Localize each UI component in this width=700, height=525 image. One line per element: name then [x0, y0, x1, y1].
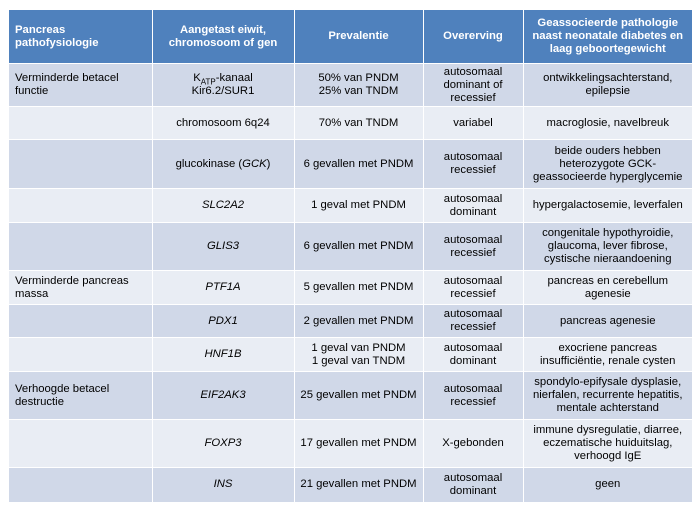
header-prevalence: Prevalentie — [294, 10, 423, 64]
inheritance-cell: autosomaal recessief — [423, 305, 523, 338]
pathophysiology-cell — [9, 223, 152, 271]
pathology-cell: exocriene pancreas insufficiëntie, renale cysten — [523, 338, 692, 372]
prevalence-cell: 25 gevallen met PNDM — [294, 372, 423, 420]
pathology-cell: ontwikkelingsachterstand, epilepsie — [523, 64, 692, 107]
table-row — [9, 420, 692, 468]
inheritance-cell: autosomaal recessief — [423, 271, 523, 305]
inheritance-cell: X-gebonden — [423, 420, 523, 468]
gene-cell: GLIS3 — [152, 223, 294, 271]
gene-cell: EIF2AK3 — [152, 372, 294, 420]
prevalence-cell — [294, 64, 423, 107]
header-inheritance: Overerving — [423, 10, 523, 64]
pathology-cell: immune dysregulatie, diarree, eczematische huiduitslag, verhoogd IgE — [523, 420, 692, 468]
pathology-cell: congenitale hypothyroidie, glaucoma, lever fibrose, cystische nieraandoening — [523, 223, 692, 271]
table-row — [9, 189, 692, 223]
gene-cell: INS — [152, 468, 294, 502]
pathology-cell: spondylo-epifysale dysplasie, nierfalen, recurrente hepatitis, mentale achterstand — [523, 372, 692, 420]
header-pathology: Geassocieerde pathologie naast neonatale diabetes en laag geboortegewicht — [523, 10, 692, 64]
gene-cell — [152, 140, 294, 189]
table-row — [9, 223, 692, 271]
pathology-cell: beide ouders hebben heterozygote GCK-geassocieerde hyperglycemie — [523, 140, 692, 189]
pathology-cell: geen — [523, 468, 692, 502]
inheritance-cell: variabel — [423, 107, 523, 140]
gene-cell: FOXP3 — [152, 420, 294, 468]
pathophysiology-cell — [9, 107, 152, 140]
pathophysiology-cell — [9, 420, 152, 468]
pathophysiology-cell — [9, 305, 152, 338]
inheritance-cell: autosomaal dominant — [423, 338, 523, 372]
pathophysiology-cell — [9, 468, 152, 502]
table-row — [9, 107, 692, 140]
prevalence-cell: 6 gevallen met PNDM — [294, 223, 423, 271]
neonatal-diabetes-table — [9, 10, 692, 502]
inheritance-cell: autosomaal dominant — [423, 189, 523, 223]
table-container — [9, 10, 692, 502]
pathophysiology-cell: Verminderde betacel functie — [9, 64, 152, 107]
pathology-cell: hypergalactosemie, leverfalen — [523, 189, 692, 223]
prevalence-cell: 5 gevallen met PNDM — [294, 271, 423, 305]
inheritance-cell: autosomaal recessief — [423, 140, 523, 189]
table-row — [9, 338, 692, 372]
prevalence-cell: 21 gevallen met PNDM — [294, 468, 423, 502]
gene-line2: Kir6.2/SUR1 — [191, 85, 255, 97]
gene-text: glucokinase ( — [175, 157, 243, 170]
prevalence-line1: 50% van PNDM — [318, 72, 399, 84]
gene-cell: PTF1A — [152, 271, 294, 305]
gene-cell: PDX1 — [152, 305, 294, 338]
pathology-cell: pancreas en cerebellum agenesie — [523, 271, 692, 305]
pathophysiology-cell — [9, 338, 152, 372]
table-row — [9, 140, 692, 189]
inheritance-cell: autosomaal recessief — [423, 372, 523, 420]
inheritance-cell: autosomaal recessief — [423, 223, 523, 271]
pathophysiology-cell — [9, 140, 152, 189]
gene-italic: GCK — [242, 157, 267, 170]
prevalence-cell: 6 gevallen met PNDM — [294, 140, 423, 189]
prevalence-cell — [294, 338, 423, 372]
pathophysiology-cell — [9, 189, 152, 223]
header-pathophysiology: Pancreas pathofysiologie — [9, 10, 152, 64]
prevalence-line2: 25% van TNDM — [318, 85, 399, 97]
gene-cell: SLC2A2 — [152, 189, 294, 223]
table-row — [9, 64, 692, 107]
gene-cell: chromosoom 6q24 — [152, 107, 294, 140]
prevalence-line1: 1 geval van PNDM — [311, 341, 406, 354]
table-row — [9, 271, 692, 305]
pathology-cell: pancreas agenesie — [523, 305, 692, 338]
pathophysiology-cell: Verhoogde betacel destructie — [9, 372, 152, 420]
table-row — [9, 372, 692, 420]
prevalence-cell: 17 gevallen met PNDM — [294, 420, 423, 468]
gene-cell: HNF1B — [152, 338, 294, 372]
pathology-cell: macroglosie, navelbreuk — [523, 107, 692, 140]
prevalence-cell: 2 gevallen met PNDM — [294, 305, 423, 338]
pathophysiology-cell: Verminderde pancreas massa — [9, 271, 152, 305]
gene-prefix: K — [193, 72, 201, 84]
header-gene: Aangetast eiwit, chromosoom of gen — [152, 10, 294, 64]
prevalence-cell: 1 geval met PNDM — [294, 189, 423, 223]
gene-close: ) — [266, 157, 271, 170]
gene-subscript: ATP — [200, 77, 216, 87]
gene-suffix: -kanaal — [215, 72, 253, 84]
gene-cell — [152, 64, 294, 107]
prevalence-line2: 1 geval van TNDM — [311, 354, 406, 367]
prevalence-cell: 70% van TNDM — [294, 107, 423, 140]
inheritance-cell: autosomaal dominant of recessief — [423, 64, 523, 107]
table-row — [9, 305, 692, 338]
header-row — [9, 10, 692, 64]
table-row — [9, 468, 692, 502]
inheritance-cell: autosomaal dominant — [423, 468, 523, 502]
